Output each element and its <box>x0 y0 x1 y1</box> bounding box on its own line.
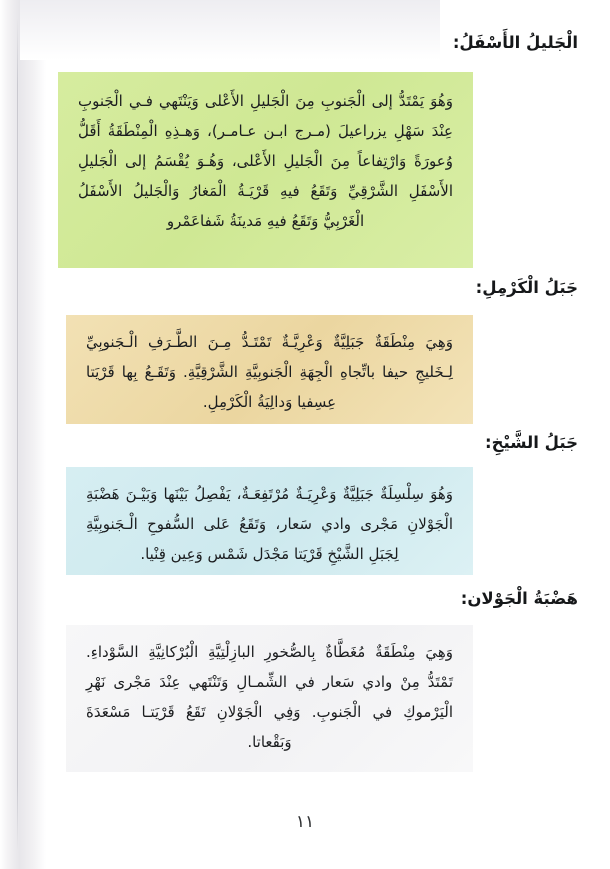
section-body-lower-galilee <box>58 72 473 268</box>
section-heading-mount-carmel: جَبَلُ الْكَرْمِلِ: <box>475 278 578 297</box>
page-number: ١١ <box>295 812 315 832</box>
section-heading-lower-galilee: الْجَليلُ الأَسْفَلُ: <box>452 33 578 52</box>
paragraph-text: وَهِيَ مِنْطَقَةٌ مُغَطَّاةٌ بِالصُّخورِ البازِلْتِيَّةِ الْبُرْكانِيَّةِ السَّوْداءِ. تَمْتَدُّ مِنْ وادي سَعار في الشِّمـالِ وَتَنْتَهي عِنْدَ مَجْرى نَهْرِ الْيَرْموكِ في الْجَنوبِ. وَفِي الْجَوْلانِ تَقَعُ قَرْيَتـا مَسْعَدَةَ وَبَقْعاتا. <box>86 643 453 751</box>
section-heading-golan-heights: هَضْبَةُ الْجَوْلان: <box>460 589 578 608</box>
section-body-mount-carmel <box>66 315 473 424</box>
section-body-golan-heights <box>66 625 473 772</box>
section-heading-mount-hermon: جَبَلُ الشَّيْخِ: <box>485 433 578 452</box>
paragraph-text: وَهِيَ مِنْطَقَةٌ جَبَلِيَّةٌ وَعْرِيَّـةٌ تَمْتَـدُّ مِـنَ الطَّـرَفِ الْـجَنوبِيِّ لِـخَليجِ حيفا باتِّجاهِ الْجِهَةِ الْجَنوبِيَّةِ الشَّرْقِيَّةِ. وَتَقَـعُ بِها قَرْيَتا عِسِفيا وَدالِيَةُ الْكَرْمِلِ. <box>86 333 453 411</box>
section-body-mount-hermon <box>66 467 473 575</box>
paragraph-text: وَهُوَ سِلْسِلَةٌ جَبَلِيَّةٌ وَعْرِيَـةٌ مُرْتَفِعَـةٌ، يَفْصِلُ بَيْنَها وَبَيْـنَ هَضْبَةِ الْجَوْلانِ مَجْرى وادي سَعار، وَتَقَعُ عَلى السُّفوحِ الْـجَنوبِيَّةِ لِجَبَلِ الشَّيْخِ قَرْيَتا مَجْدَل شَمْس وَعِين قِنْيا. <box>86 485 453 563</box>
paragraph-text: وَهُوَ يَمْتَدُّ إلى الْجَنوبِ مِنَ الْجَليلِ الأَعْلى وَيَنْتَهي فـي الْجَنوبِ عِنْدَ سَهْلِ يزراعيلَ (مـرج ابـن عـامـر)، وَهـذِهِ الْمِنْطَقَةُ أَقَلُّ وُعورَةً وَارْتِفاعاً مِنَ الْجَليلِ الأَعْلى، وَهُـوَ يُقْسَمُ إلى الْجَليلِ الأَسْفَلِ الشَّرْقِيِّ وَتَقَعُ فيهِ قَرْيَـةُ الْمَغارُ وَالْجَليلُ الأَسْفَلُ الْغَرْبِيُّ وَتَقَعُ فيهِ مَدينَةُ شَفاعَمْرو <box>78 92 453 230</box>
